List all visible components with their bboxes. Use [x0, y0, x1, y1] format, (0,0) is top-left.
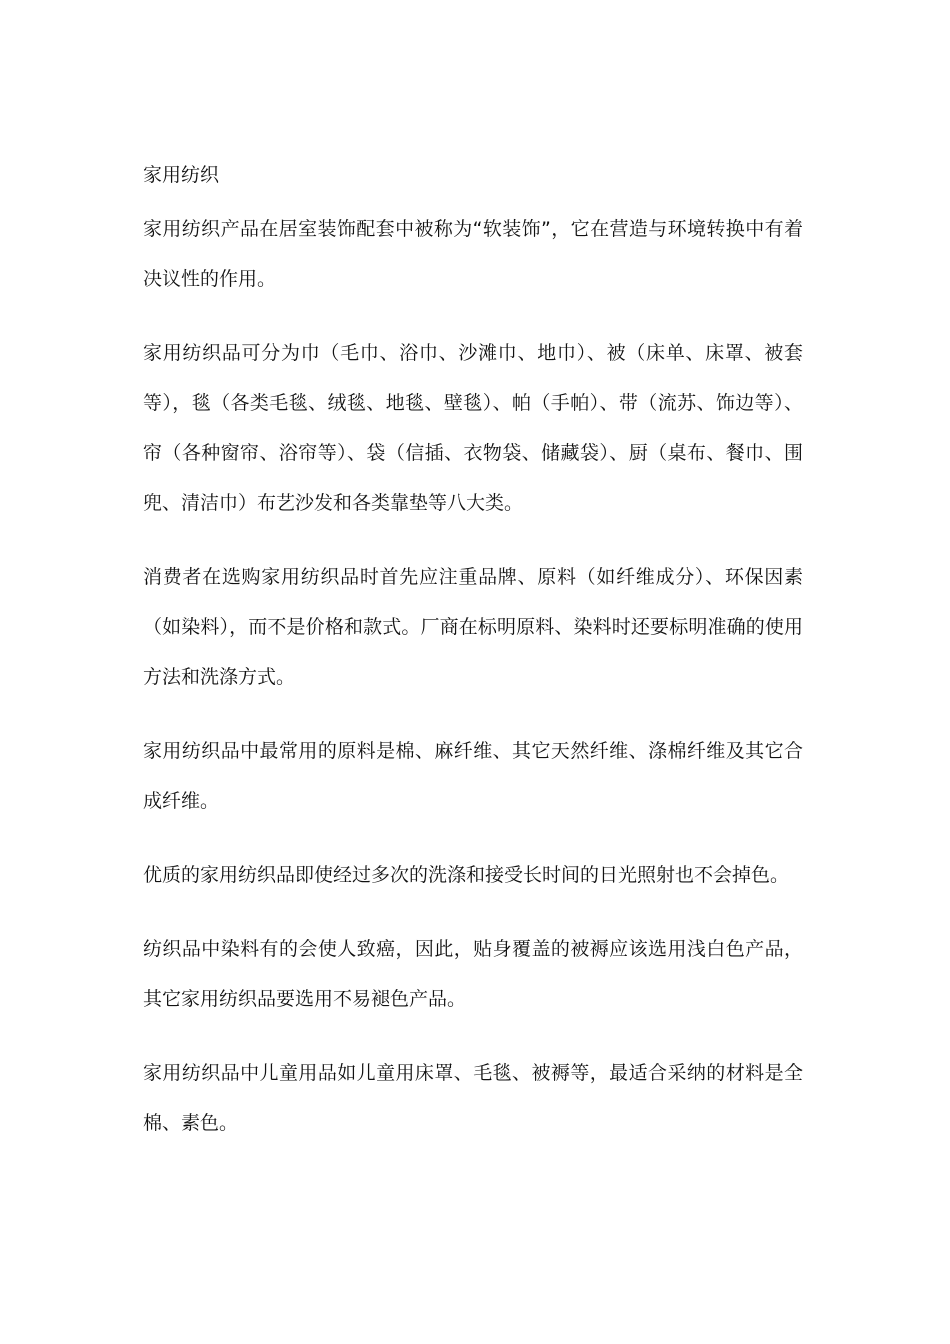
- paragraph-colorfastness: 优质的家用纺织品即使经过多次的洗涤和接受长时间的日光照射也不会掉色。: [143, 864, 790, 886]
- document-body: [143, 158, 803, 1172]
- document-title: 家用纺织: [143, 164, 220, 186]
- paragraph-buying-advice: 消费者在选购家用纺织品时首先应注重品牌、原料（如纤维成分）、环保因素（如染料），而不是价格和款式。厂商在标明原料、染料时还要标明准确的使用方法和洗涤方式。: [143, 566, 803, 688]
- paragraph-materials: 家用纺织品中最常用的原料是棉、麻纤维、其它天然纤维、涤棉纤维及其它合成纤维。: [143, 740, 803, 812]
- paragraph-children-products: 家用纺织品中儿童用品如儿童用床罩、毛毯、被褥等，最适合采纳的材料是全棉、素色。: [143, 1062, 803, 1134]
- paragraph-dye-safety: 纺织品中染料有的会使人致癌，因此，贴身覆盖的被褥应该选用浅白色产品，其它家用纺织品要选用不易褪色产品。: [143, 938, 803, 1010]
- paragraph-soft-decoration: 家用纺织产品在居室装饰配套中被称为“软装饰”，它在营造与环境转换中有着决议性的作用。: [143, 218, 803, 290]
- paragraph-categories: 家用纺织品可分为巾（毛巾、浴巾、沙滩巾、地巾）、被（床单、床罩、被套等），毯（各类毛毯、绒毯、地毯、壁毯）、帕（手帕）、带（流苏、饰边等）、帘（各种窗帘、浴帘等）、袋（信插、衣物袋、储藏袋）、厨（桌布、餐巾、围兜、清洁巾）布艺沙发和各类靠垫等八大类。: [143, 342, 803, 514]
